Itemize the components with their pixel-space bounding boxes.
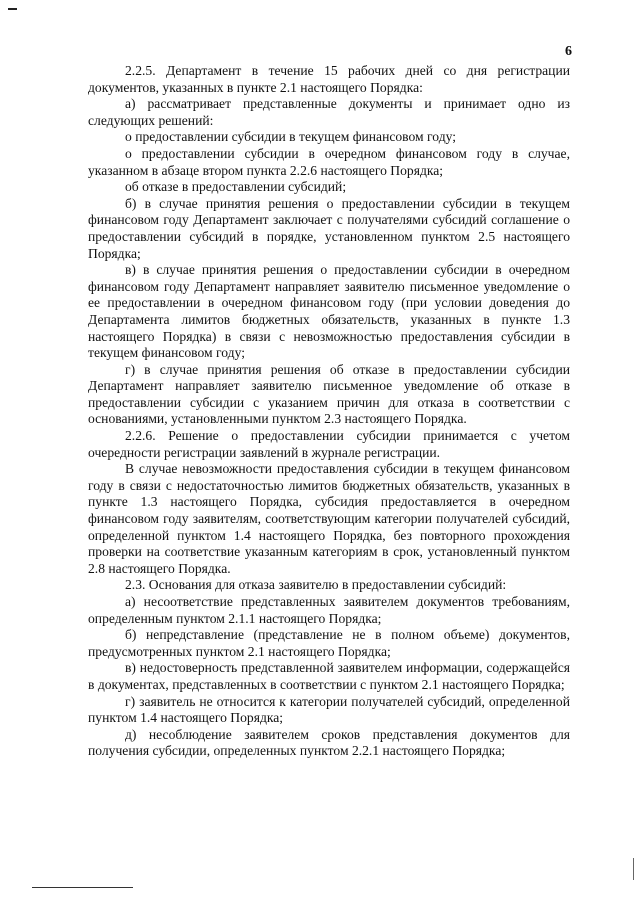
page-number: 6 — [565, 44, 572, 59]
scan-edge-mark — [633, 858, 634, 880]
ground-v: в) недостоверность представленной заявителем информации, содержащейся в документах, представленных в соответствии с пунктом 2.1 настоящего Порядка; — [88, 660, 570, 692]
paragraph-a-review: а) рассматривает представленные документы и принимает одно из следующих решений: — [88, 96, 570, 128]
paragraph-g-refusal-notice: г) в случае принятия решения об отказе в предоставлении субсидии Департамент направляет заявителю письменное уведомление об отказе в предоставлении субсидии с указанием причин для отказа в соответствии с основаниями, установленными пунктом 2.3 настоящего Порядка. — [88, 361, 570, 427]
paragraph-insufficient-limits: В случае невозможности предоставления субсидии в текущем финансовом году в связи с недостаточностью лимитов бюджетных обязательств, указанных в пункте 1.3 настоящего Порядка, субсидия предоставляется в очередном финансовом году заявителям, соответствующим категории получателей субсидий, определенной пунктом 1.4 настоящего Порядка, без повторного прохождения проверки на соответствие указанным категориям в срок, установленный пунктом 2.8 настоящего Порядка. — [88, 461, 570, 576]
footer-line — [32, 887, 133, 888]
paragraph-b-agreement: б) в случае принятия решения о предоставлении субсидии в текущем финансовом году Департамент заключает с получателями субсидий соглашение о предоставлении субсидий в порядке, установленном пунктом 2.5 настоящего Порядка; — [88, 195, 570, 261]
ground-b: б) непредставление (представление не в полном объеме) документов, предусмотренных пунктом 2.1 настоящего Порядка; — [88, 627, 570, 659]
ground-g: г) заявитель не относится к категории получателей субсидий, определенной пунктом 1.4 настоящего Порядка; — [88, 693, 570, 726]
ground-a: а) несоответствие представленных заявителем документов требованиям, определенным пунктом 2.1.1 настоящего Порядка; — [88, 594, 570, 626]
decision-refusal: об отказе в предоставлении субсидий; — [125, 179, 347, 195]
decision-current-year: о предоставлении субсидии в текущем финансовом году; — [125, 129, 457, 145]
scan-mark — [8, 8, 17, 10]
paragraph-2-2-5: 2.2.5. Департамент в течение 15 рабочих дней со дня регистрации документов, указанных в пункте 2.1 настоящего Порядка: — [88, 63, 570, 95]
document-body — [88, 63, 570, 760]
ground-d: д) несоблюдение заявителем сроков представления документов для получения субсидии, определенных пунктом 2.2.1 настоящего Порядка; — [88, 726, 570, 759]
paragraph-v-notice: в) в случае принятия решения о предоставлении субсидии в очередном финансовом году Департамент направляет заявителю письменное уведомление о ее предоставлении в очередном финансовом году (при условии доведения до Департамента лимитов бюджетных обязательств, указанных в пункте 1.3 настоящего Порядка) в связи с невозможностью предоставления субсидии в текущем финансовом году; — [88, 262, 570, 361]
paragraph-2-2-6: 2.2.6. Решение о предоставлении субсидии принимается с учетом очередности регистрации заявлений в журнале регистрации. — [88, 428, 570, 460]
decision-next-year: о предоставлении субсидии в очередном финансовом году в случае, указанном в абзаце втором пункта 2.2.6 настоящего Порядка; — [88, 145, 570, 178]
paragraph-2-3: 2.3. Основания для отказа заявителю в предоставлении субсидий: — [125, 577, 507, 593]
